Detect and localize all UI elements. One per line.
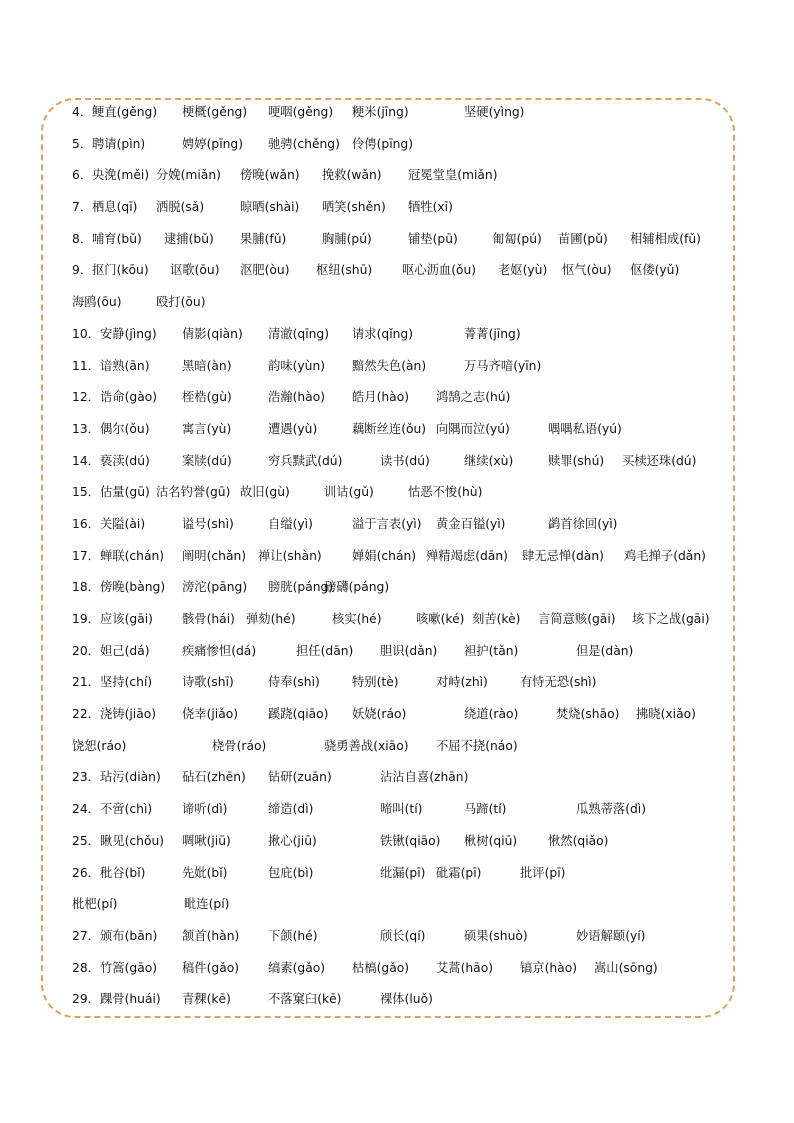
word-pinyin-item: 讴歌(ōu) [170,263,220,278]
word-pinyin-item: 胆识(dǎn) [380,643,438,658]
word-pinyin-item: 颀长(qí) [380,928,426,943]
list-line [72,830,732,862]
word-pinyin-item: 颁布(bān) [100,928,158,943]
word-pinyin-item: 不落窠臼(kē) [268,992,342,1007]
word-pinyin-item: 言简意赅(gāi) [538,612,616,626]
word-pinyin-item: 皓月(hào) [352,390,410,405]
word-pinyin-item: 怄气(òu) [562,263,612,278]
word-pinyin-item: 对峙(zhì) [436,675,488,690]
line-number: 12． [72,390,100,405]
word-pinyin-item: 赎罪(shú) [548,453,605,468]
word-pinyin-item: 晾晒(shài) [240,200,300,215]
word-pinyin-item: 诰命(gào) [100,390,158,405]
word-pinyin-item: 穷兵黩武(dú) [268,453,343,468]
word-pinyin-item: 请求(qǐng) [352,326,414,341]
word-pinyin-item: 关隘(ài) [100,516,146,531]
word-pinyin-item: 沾沾自喜(zhān) [380,770,469,785]
word-pinyin-item: 硕果(shuò) [464,928,528,943]
list-line [72,450,732,482]
line-number: 5． [72,136,93,151]
word-pinyin-item: 故旧(gù) [240,485,290,500]
word-pinyin-item: 殚精竭虑(dān) [426,548,508,563]
list-line [72,671,732,703]
word-pinyin-item: 买椟还珠(dú) [622,453,697,468]
line-number: 4． [72,105,93,119]
word-pinyin-item: 洒脱(sǎ) [156,200,205,215]
list-line [72,893,732,925]
word-pinyin-item: 裸体(luǒ) [380,992,433,1007]
word-pinyin-item: 匍匐(pú) [492,231,542,246]
list-line [72,418,732,450]
word-pinyin-item: 清澈(qīng) [268,326,330,341]
word-pinyin-item: 秕谷(bǐ) [100,865,146,880]
line-number: 20． [72,643,100,658]
word-pinyin-item: 绕道(rào) [464,707,519,722]
line-number: 饶恕(ráo) [72,738,127,753]
word-pinyin-item: 坚硬(yìng) [464,105,525,119]
word-pinyin-item: 抠门(kōu) [92,263,149,278]
line-number: 29． [72,992,100,1007]
word-pinyin-item: 菁菁(jīng) [464,326,521,341]
word-pinyin-item: 阐明(chǎn) [182,548,247,563]
word-pinyin-item: 自缢(yì) [268,516,313,531]
word-pinyin-item: 鸡毛掸子(dǎn) [624,548,706,563]
list-line [72,323,732,355]
word-pinyin-item: 妙语解颐(yí) [576,928,646,943]
list-line [72,640,732,672]
word-pinyin-item: 倩影(qiàn) [182,326,243,341]
word-pinyin-item: 相辅相成(fǔ) [630,231,701,246]
line-number: 17． [72,548,100,563]
line-number: 21． [72,675,100,690]
word-pinyin-item: 藕断丝连(ǒu) [352,421,427,436]
list-line [72,355,732,387]
word-pinyin-item: 训诂(gǔ) [324,485,374,500]
word-pinyin-item: 鸿鹄之志(hú) [436,390,511,405]
word-pinyin-item: 傍晚(bàng) [100,580,166,595]
line-number: 22． [72,707,100,722]
list-line [72,957,732,989]
list-line [72,735,732,767]
list-line [72,259,732,291]
word-pinyin-item: 喁喁私语(yú) [548,421,622,436]
word-pinyin-item: 妖娆(ráo) [352,707,407,722]
list-line [72,164,732,196]
word-pinyin-item: 妲己(dá) [100,643,150,658]
word-pinyin-item: 竹篙(gāo) [100,960,158,975]
word-pinyin-item: 疾痛惨怛(dá) [182,643,257,658]
word-pinyin-item: 果脯(fǔ) [240,231,287,246]
word-pinyin-item: 焚烧(shāo) [556,707,620,722]
word-pinyin-item: 向隅而泣(yú) [436,421,510,436]
word-pinyin-item: 滂沱(pāng) [182,580,248,595]
word-pinyin-item: 鹢首徐回(yì) [548,516,618,531]
line-number: 26． [72,865,100,880]
word-pinyin-item: 马蹄(tí) [464,802,507,817]
word-pinyin-item: 先妣(bǐ) [182,865,228,880]
pronunciation-list [72,101,732,1020]
line-number: 15． [72,485,100,500]
word-pinyin-item: 读书(dú) [380,453,430,468]
word-pinyin-item: 批评(pī) [520,865,566,880]
word-pinyin-item: 砧石(zhēn) [182,770,246,785]
word-pinyin-item: 膀胱(páng) [268,580,334,595]
list-line [72,386,732,418]
word-pinyin-item: 桡骨(ráo) [212,738,267,753]
word-pinyin-item: 肆无忌惮(dàn) [522,548,604,563]
line-number: 枇杷(pí) [72,897,118,912]
word-pinyin-item: 但是(dàn) [576,643,634,658]
word-pinyin-item: 核实(hé) [332,612,382,626]
line-number: 9． [72,263,93,278]
word-pinyin-item: 垓下之战(gāi) [632,612,710,626]
word-pinyin-item: 挽救(wǎn) [322,168,382,183]
word-pinyin-item: 分娩(miǎn) [156,168,221,183]
word-pinyin-item: 韵味(yùn) [268,358,326,373]
word-pinyin-item: 偶尔(ǒu) [100,421,150,436]
word-pinyin-item: 愀然(qiǎo) [548,833,609,848]
word-pinyin-item: 磅礴(páng) [324,580,390,595]
word-pinyin-item: 逮捕(bǔ) [164,231,214,246]
word-pinyin-item: 应该(gāi) [100,612,153,626]
line-number: 24． [72,802,100,817]
word-pinyin-item: 哺育(bǔ) [92,231,142,246]
word-pinyin-item: 万马齐喑(yīn) [464,358,542,373]
word-pinyin-item: 有恃无恐(shì) [520,675,597,690]
line-number: 7． [72,200,93,215]
line-number: 19． [72,612,100,626]
word-pinyin-item: 瓜熟蒂落(dì) [576,802,647,817]
word-pinyin-item: 袒护(tǎn) [464,643,519,658]
word-pinyin-item: 刻苦(kè) [472,612,521,626]
word-pinyin-item: 枯槁(gǎo) [352,960,410,975]
word-pinyin-item: 踝骨(huái) [100,992,161,1007]
word-pinyin-item: 黯然失色(àn) [352,358,427,373]
list-line [72,988,732,1020]
word-pinyin-item: 牺牲(xī) [408,200,453,215]
word-pinyin-item: 包庇(bì) [268,865,314,880]
word-pinyin-item: 颔首(hàn) [182,928,240,943]
word-pinyin-item: 毗连(pí) [184,897,230,912]
word-pinyin-item: 瞅见(chǒu) [100,833,165,848]
line-number: 海鸥(ōu) [72,295,122,310]
word-pinyin-item: 殴打(ōu) [156,295,206,310]
word-pinyin-item: 继续(xù) [464,453,514,468]
word-pinyin-item: 缟素(gǎo) [268,960,326,975]
word-pinyin-item: 啼叫(tí) [380,802,423,817]
word-pinyin-item: 遭遇(yù) [268,421,318,436]
word-pinyin-item: 浩瀚(hào) [268,390,326,405]
word-pinyin-item: 铁锹(qiāo) [380,833,441,848]
line-number: 13． [72,421,100,436]
word-pinyin-item: 估量(gū) [100,485,150,500]
word-pinyin-item: 青稞(kē) [182,992,231,1007]
word-pinyin-item: 不啻(chì) [100,802,153,817]
word-pinyin-item: 担任(dān) [296,643,354,658]
word-pinyin-item: 亵渎(dú) [100,453,150,468]
word-pinyin-item: 谛听(dì) [182,802,228,817]
word-pinyin-item: 坚持(chí) [100,675,153,690]
word-pinyin-item: 谙熟(ān) [100,358,150,373]
word-pinyin-item: 拂晓(xiǎo) [636,707,696,722]
list-line [72,291,732,323]
word-pinyin-item: 骸骨(hái) [182,612,235,626]
word-pinyin-item: 黄金百镒(yì) [436,516,506,531]
word-pinyin-item: 沽名钓誉(gū) [156,485,231,500]
line-number: 27． [72,928,100,943]
word-pinyin-item: 不屈不挠(náo) [436,738,518,753]
word-pinyin-item: 诗歌(shī) [182,675,234,690]
list-line [72,798,732,830]
line-number: 14． [72,453,100,468]
word-pinyin-item: 黑暗(àn) [182,358,232,373]
list-line [72,766,732,798]
word-pinyin-item: 鲠直(gěng) [92,105,158,119]
word-pinyin-item: 稿件(gǎo) [182,960,240,975]
word-pinyin-item: 侍奉(shì) [268,675,320,690]
line-number: 11． [72,358,100,373]
word-pinyin-item: 怙恶不悛(hù) [408,485,483,500]
list-line [72,576,732,608]
word-pinyin-item: 寓言(yù) [182,421,232,436]
line-number: 25． [72,833,100,848]
list-line [72,101,732,133]
word-pinyin-item: 婵娟(chán) [352,548,417,563]
word-pinyin-item: 楸树(qiū) [464,833,518,848]
word-pinyin-item: 梗概(gěng) [182,105,248,119]
list-line [72,925,732,957]
word-pinyin-item: 钻研(zuān) [268,770,332,785]
list-line [72,608,732,640]
word-pinyin-item: 蝉联(chán) [100,548,165,563]
word-pinyin-item: 弹劾(hé) [246,612,296,626]
list-line [72,133,732,165]
line-number: 16． [72,516,100,531]
word-pinyin-item: 啁啾(jiū) [182,833,231,848]
word-pinyin-item: 伛偻(yǔ) [630,263,680,278]
list-line [72,545,732,577]
word-pinyin-item: 谥号(shì) [182,516,234,531]
word-pinyin-item: 铺垫(pū) [408,231,458,246]
word-pinyin-item: 嵩山(sōng) [594,960,658,975]
list-line [72,481,732,513]
word-pinyin-item: 粳米(jīng) [352,105,409,119]
word-pinyin-item: 溢于言表(yì) [352,516,422,531]
word-pinyin-item: 老妪(yù) [498,263,548,278]
word-pinyin-item: 聘请(pìn) [92,136,146,151]
word-pinyin-item: 玷污(diàn) [100,770,161,785]
word-pinyin-item: 浇铸(jiāo) [100,707,157,722]
word-pinyin-item: 特别(tè) [352,675,399,690]
list-line [72,703,732,735]
word-pinyin-item: 纰漏(pī) [380,865,426,880]
word-pinyin-item: 下颌(hé) [268,928,318,943]
word-pinyin-item: 安静(jìng) [100,326,157,341]
line-number: 6． [72,168,93,183]
line-number: 23． [72,770,100,785]
list-line [72,228,732,260]
line-number: 8． [72,231,93,246]
word-pinyin-item: 沤肥(òu) [240,263,290,278]
list-line [72,862,732,894]
word-pinyin-item: 案牍(dú) [182,453,232,468]
word-pinyin-item: 骁勇善战(xiāo) [324,738,409,753]
word-pinyin-item: 侥幸(jiǎo) [182,707,239,722]
word-pinyin-item: 胸脯(pú) [322,231,372,246]
line-number: 10． [72,326,100,341]
word-pinyin-item: 娉婷(pīng) [182,136,244,151]
line-number: 18． [72,580,100,595]
word-pinyin-item: 镐京(hào) [520,960,578,975]
word-pinyin-item: 哽咽(gěng) [268,105,334,119]
word-pinyin-item: 苗圃(pǔ) [558,231,608,246]
word-pinyin-item: 桎梏(gù) [182,390,232,405]
word-pinyin-item: 咳嗽(ké) [416,612,465,626]
word-pinyin-item: 哂笑(shěn) [322,200,386,215]
word-pinyin-item: 驰骋(chěng) [268,136,340,151]
list-line [72,513,732,545]
word-pinyin-item: 缔造(dì) [268,802,314,817]
word-pinyin-item: 央浼(měi) [92,168,150,183]
word-pinyin-item: 砒霜(pī) [436,865,482,880]
list-line [72,196,732,228]
word-pinyin-item: 蹊跷(qiāo) [268,707,329,722]
line-number: 28． [72,960,100,975]
word-pinyin-item: 枢纽(shū) [316,263,373,278]
word-pinyin-item: 栖息(qī) [92,200,138,215]
word-pinyin-item: 禅让(shàn) [258,548,322,563]
word-pinyin-item: 伶俜(pīng) [352,136,414,151]
word-pinyin-item: 揪心(jiū) [268,833,317,848]
word-pinyin-item: 艾蒿(hāo) [436,960,494,975]
word-pinyin-item: 傍晚(wǎn) [240,168,300,183]
word-pinyin-item: 冠冕堂皇(miǎn) [408,168,498,183]
word-pinyin-item: 呕心沥血(ǒu) [402,263,477,278]
